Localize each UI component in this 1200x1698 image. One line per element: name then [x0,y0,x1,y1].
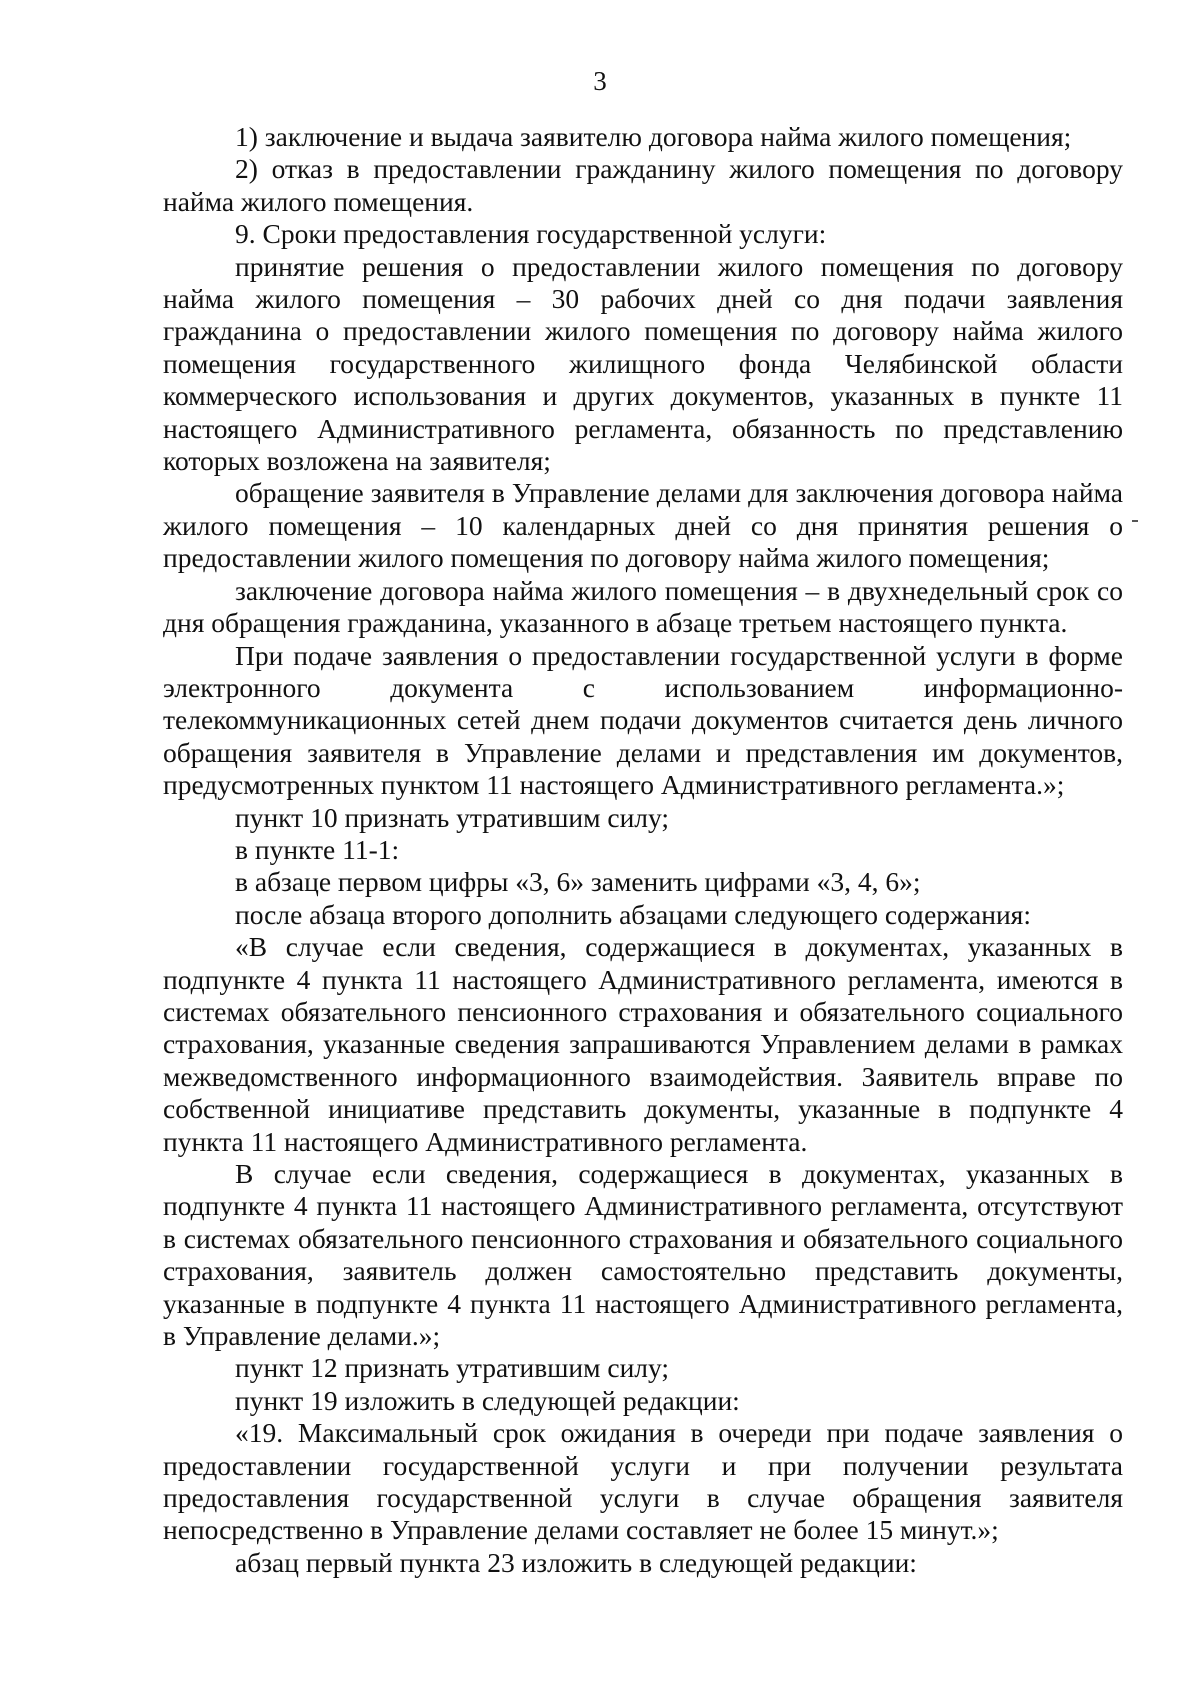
page-number: 3 [593,66,607,96]
paragraph-section-9-heading: 9. Сроки предоставления государственной услуги: [235,218,827,250]
document-body [163,121,1123,1579]
paragraph-item-2: 2) отказ в предоставлении гражданину жилого помещения по договору найма жилого помещения. [163,153,1123,217]
scan-mark [1132,520,1138,522]
paragraph-info-absent: В случае если сведения, содержащиеся в документах, указанных в подпункте 4 пункта 11 настоящего Административного регламента, отсутствуют в системах обязательного пенсионного страхования и обязательного социального страхования, заявитель должен самостоятельно представить документы, указанные в подпункте 4 пункта 11 настоящего Административного регламента, в Управление делами.»; [163,1158,1123,1352]
paragraph-point-12: пункт 12 признать утратившим силу; [235,1352,670,1384]
paragraph-info-available: «В случае если сведения, содержащиеся в документах, указанных в подпункте 4 пункта 11 настоящего Административного регламента, имеются в системах обязательного пенсионного страхования и обязательного социального страхования, указанные сведения запрашиваются Управлением делами в рамках межведомственного информационного взаимодействия. Заявитель вправе по собственной инициативе представить документы, указанные в подпункте 4 пункта 11 настоящего Административного регламента. [163,931,1123,1157]
paragraph-point-10: пункт 10 признать утратившим силу; [235,801,670,833]
paragraph-point-19-text: «19. Максимальный срок ожидания в очереди при подаче заявления о предоставлении государственной услуги и при получении результата предоставления государственной услуги в случае обращения заявителя непосредственно в Управление делами составляет не более 15 минут.»; [163,1417,1123,1546]
paragraph-item-1: 1) заключение и выдача заявителю договора найма жилого помещения; [235,121,1072,152]
paragraph-decision-term: принятие решения о предоставлении жилого помещения по договору найма жилого помещения – 30 рабочих дней со дня подачи заявления гражданина о предоставлении жилого помещения по договору найма жилого помещения государственного жилищного фонда Челябинской области коммерческого использования и других документов, указанных в пункте 11 настоящего Административного регламента, обязанность по представлению которых возложена на заявителя; [163,250,1123,477]
paragraph-point-19-intro: пункт 19 изложить в следующей редакции: [235,1384,740,1416]
paragraph-second-abzac-addition: после абзаца второго дополнить абзацами следующего содержания: [235,898,1031,930]
paragraph-point-11-1: в пункте 11-1: [235,833,400,865]
paragraph-point-23-intro: абзац первый пункта 23 изложить в следующей редакции: [235,1546,917,1578]
paragraph-applicant-appeal-term: обращение заявителя в Управление делами для заключения договора найма жилого помещения – 10 календарных дней со дня принятия решения о предоставлении жилого помещения по договору найма жилого помещения; [163,477,1123,574]
paragraph-contract-term: заключение договора найма жилого помещения – в двухнедельный срок со дня обращения гражданина, указанного в абзаце третьем настоящего пункта. [163,574,1123,639]
paragraph-first-abzac-change: в абзаце первом цифры «3, 6» заменить цифрами «3, 4, 6»; [235,866,921,898]
paragraph-electronic-submission: При подаче заявления о предоставлении государственной услуги в форме электронного документа с использованием информационно-телекоммуникационных сетей днем подачи документов считается день личного обращения заявителя в Управление делами и представления им документов, предусмотренных пунктом 11 настоящего Административного регламента.»; [163,639,1123,801]
